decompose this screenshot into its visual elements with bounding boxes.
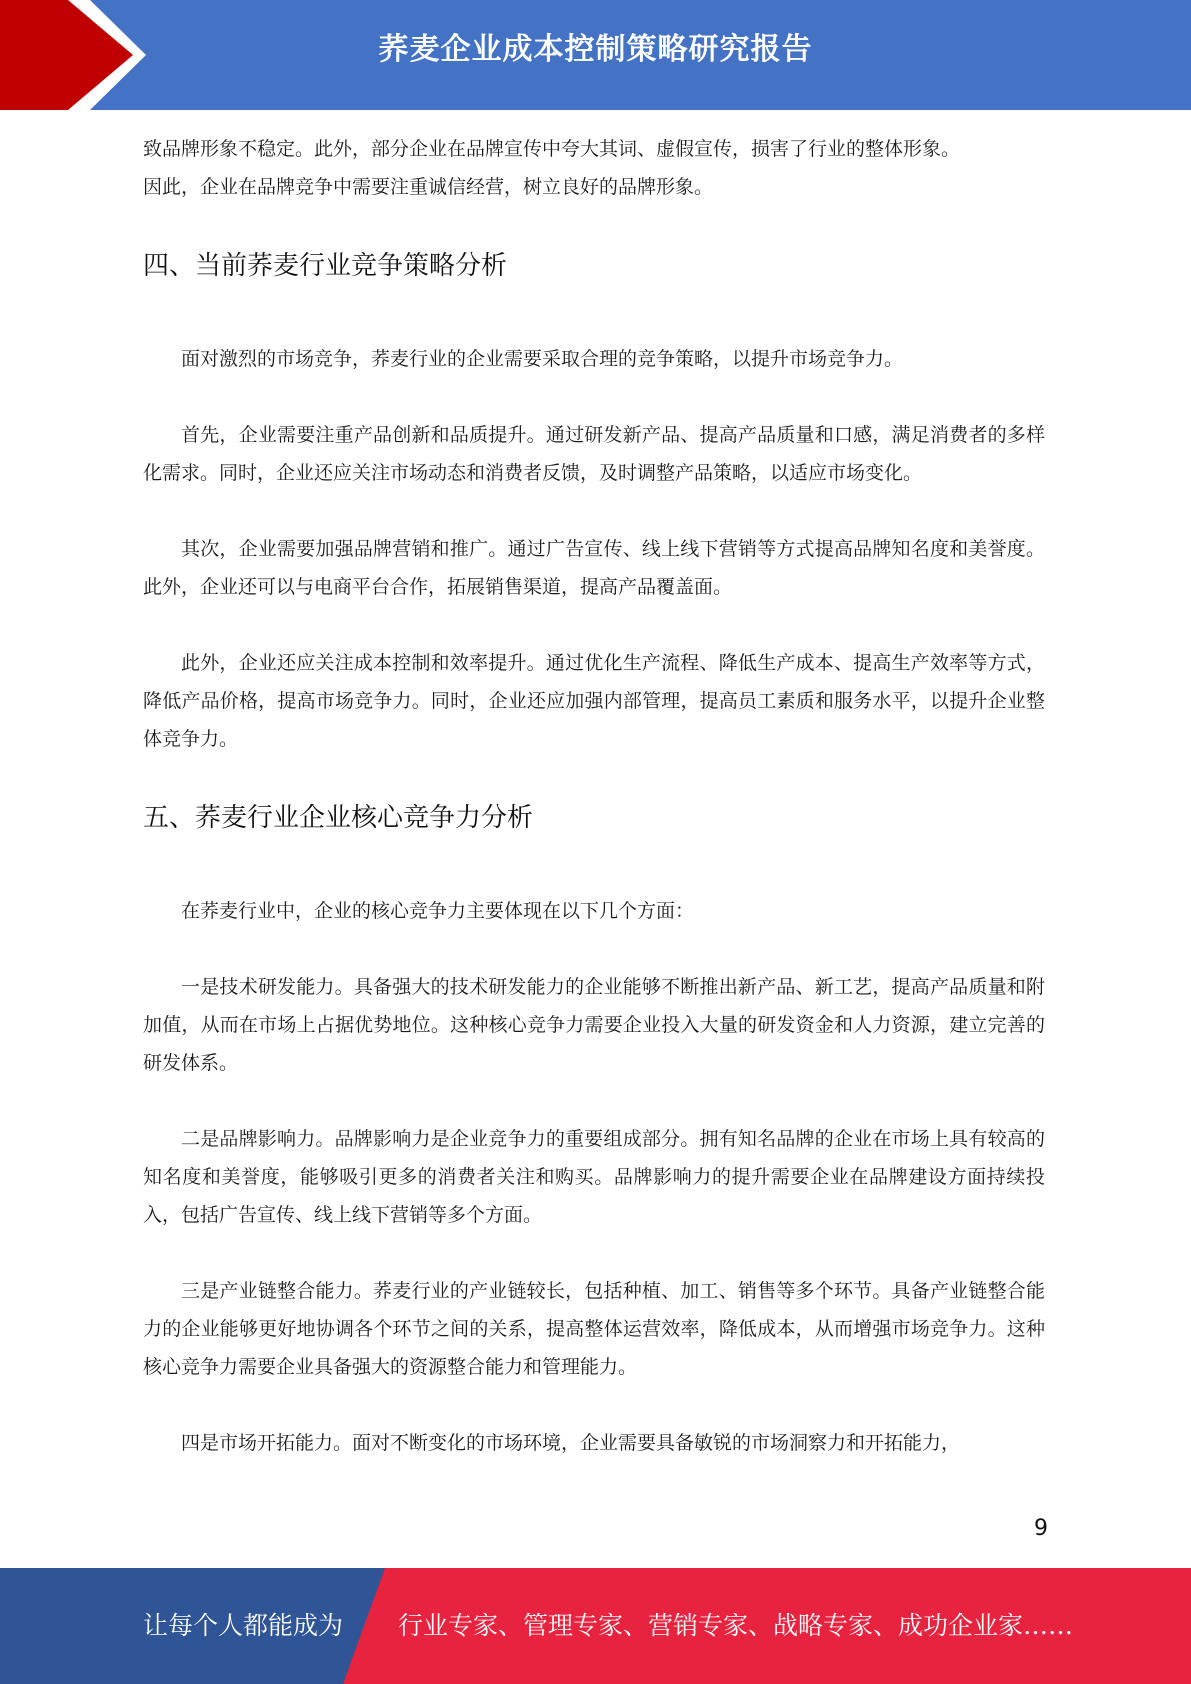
continued-line-2: 因此，企业在品牌竞争中需要注重诚信经营，树立良好的品牌形象。 bbox=[143, 176, 714, 198]
section5-paragraph-4: 三是产业链整合能力。荞麦行业的产业链较长，包括种植、加工、销售等多个环节。具备产业链整合能力的企业能够更好地协调各个环节之间的关系，提高整体运营效率，降低成本，从而增强市场竞争力。这种核心竞争力需要企业具备强大的资源整合能力和管理能力。 bbox=[143, 1280, 1045, 1378]
section4-paragraph-2: 首先，企业需要注重产品创新和品质提升。通过研发新产品、提高产品质量和口感，满足消费者的多样化需求。同时，企业还应关注市场动态和消费者反馈，及时调整产品策略，以适应市场变化。 bbox=[143, 424, 1045, 484]
section4-paragraph-4: 此外，企业还应关注成本控制和效率提升。通过优化生产流程、降低生产成本、提高生产效率等方式，降低产品价格，提高市场竞争力。同时，企业还应加强内部管理，提高员工素质和服务水平，以提升企业整体竞争力。 bbox=[143, 652, 1045, 750]
section4-paragraph-3: 其次，企业需要加强品牌营销和推广。通过广告宣传、线上线下营销等方式提高品牌知名度和美誉度。此外，企业还可以与电商平台合作，拓展销售渠道，提高产品覆盖面。 bbox=[143, 538, 1045, 598]
footer-slogan-left: 让每个人都能成为 bbox=[143, 1611, 344, 1640]
continued-paragraph bbox=[143, 130, 1045, 206]
section5-paragraph-3: 二是品牌影响力。品牌影响力是企业竞争力的重要组成部分。拥有知名品牌的企业在市场上具有较高的知名度和美誉度，能够吸引更多的消费者关注和购买。品牌影响力的提升需要企业在品牌建设方面持续投入，包括广告宣传、线上线下营销等多个方面。 bbox=[143, 1128, 1045, 1226]
page-content bbox=[143, 130, 1045, 1462]
section-heading-4: 四、当前荞麦行业竞争策略分析 bbox=[143, 251, 508, 281]
section5-paragraph-5: 四是市场开拓能力。面对不断变化的市场环境，企业需要具备敏锐的市场洞察力和开拓能力， bbox=[181, 1432, 961, 1454]
page-number: 9 bbox=[1034, 1516, 1048, 1541]
section5-paragraph-1: 在荞麦行业中，企业的核心竞争力主要体现在以下几个方面： bbox=[181, 900, 695, 922]
page-footer bbox=[0, 1568, 1191, 1684]
report-title: 荞麦企业成本控制策略研究报告 bbox=[378, 32, 813, 67]
section-heading-5: 五、荞麦行业企业核心竞争力分析 bbox=[143, 803, 534, 833]
continued-line-1: 致品牌形象不稳定。此外，部分企业在品牌宣传中夸大其词、虚假宣传，损害了行业的整体形象。 bbox=[143, 138, 961, 160]
footer-slogan-right: 行业专家、管理专家、营销专家、战略专家、成功企业家…… bbox=[398, 1611, 1074, 1640]
section5-paragraph-2: 一是技术研发能力。具备强大的技术研发能力的企业能够不断推出新产品、新工艺，提高产品质量和附加值，从而在市场上占据优势地位。这种核心竞争力需要企业投入大量的研发资金和人力资源，建立完善的研发体系。 bbox=[143, 976, 1045, 1074]
section4-paragraph-1: 面对激烈的市场竞争，荞麦行业的企业需要采取合理的竞争策略，以提升市场竞争力。 bbox=[181, 348, 904, 370]
page-header bbox=[0, 0, 1191, 110]
